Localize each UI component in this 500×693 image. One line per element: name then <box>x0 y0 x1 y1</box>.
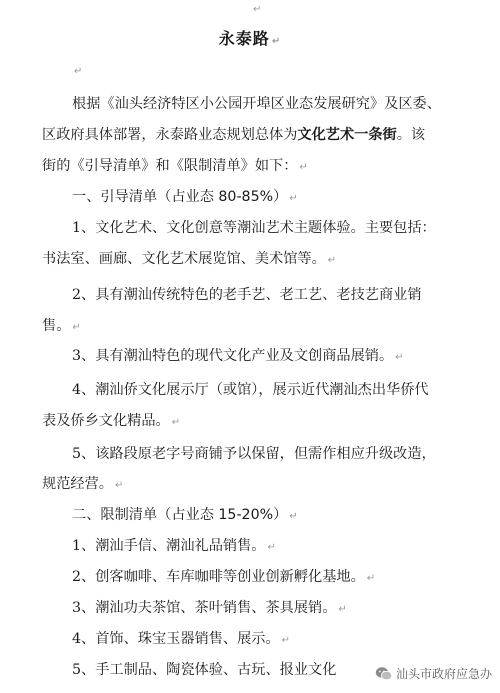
paragraph-mark: ↵ <box>366 573 376 584</box>
paragraph-mark: ↵ <box>267 542 276 553</box>
paragraph-mark: ↵ <box>271 36 282 47</box>
paragraph-mark: ↵ <box>281 635 291 646</box>
guide-item-text: 售。 <box>42 318 71 334</box>
limit-item-4 <box>72 629 290 651</box>
guide-item-text: 1、文化艺术、文化创意等潮汕艺术主题体验。主要包括： <box>72 220 436 236</box>
paragraph-mark: ↵ <box>289 511 298 522</box>
limit-item-text: 3、潮汕功夫茶馆、茶叶销售、茶具展销。 <box>72 600 337 616</box>
limit-item-1 <box>72 536 276 558</box>
watermark-text: 汕头市政府应急办 <box>395 667 492 681</box>
paragraph-mark: ↵ <box>338 604 347 615</box>
section-2-title: 二、限制清单（占业态 15-20%） <box>72 507 288 523</box>
limit-item-5 <box>72 660 336 680</box>
paragraph-mark: ↵ <box>327 255 337 266</box>
paragraph-mark: ↵ <box>114 480 124 491</box>
section-1-title: 一、引导清单（占业态 80-85%） <box>72 189 288 205</box>
paragraph-mark: ↵ <box>299 162 308 173</box>
guide-item-text: 2、具有潮汕传统特色的老手艺、老工艺、老技艺商业销 <box>72 287 422 303</box>
paragraph-mark: ↵ <box>74 66 83 77</box>
paragraph-mark: ↵ <box>253 4 262 15</box>
guide-item-text: 规范经营。 <box>42 476 113 492</box>
paragraph-mark: ↵ <box>72 322 81 333</box>
guide-item-4-line-1 <box>72 380 429 400</box>
guide-item-text: 3、具有潮汕特色的现代文化产业及文创商品展销。 <box>72 348 394 364</box>
guide-item-2-line-1 <box>72 285 422 305</box>
guide-item-3-line-1 <box>72 346 404 368</box>
limit-item-text: 5、手工制品、陶瓷体验、古玩、报业文化 <box>72 662 337 678</box>
intro-line-2 <box>42 125 425 145</box>
section-2-heading <box>72 505 298 527</box>
intro-text: 区政府具体部署，永泰路业态规划总体为 <box>42 127 298 143</box>
intro-text: 。该 <box>396 127 426 143</box>
guide-item-text: 5、该路段原老字号商铺予以保留，但需作相应升级改造， <box>72 446 436 462</box>
limit-item-text: 1、潮汕手信、潮汕礼品销售。 <box>72 538 266 554</box>
intro-line-3 <box>42 156 308 178</box>
guide-item-text: 4、潮汕侨文化展示厅（或馆），展示近代潮汕杰出华侨代 <box>72 382 429 398</box>
intro-text: 街的《引导清单》和《限制清单》如下： <box>42 158 298 174</box>
paragraph-mark: ↵ <box>289 193 298 204</box>
document-title-text: 永泰路 <box>218 29 270 48</box>
guide-item-text: 书法室、画廊、文化艺术展览馆、美术馆等。 <box>42 251 326 267</box>
guide-item-1-line-2 <box>42 249 336 271</box>
guide-item-4-line-2 <box>42 411 180 433</box>
guide-item-5-line-1 <box>72 444 436 464</box>
paragraph-mark: ↵ <box>171 417 181 428</box>
guide-item-text: 表及侨乡文化精品。 <box>42 413 170 429</box>
section-1-heading <box>72 187 298 209</box>
intro-text: 根据《汕头经济特区小公园开埠区业态发展研究》及区委、 <box>72 96 441 112</box>
guide-item-1-line-1 <box>72 218 436 238</box>
intro-line-1 <box>72 94 441 114</box>
limit-item-text: 4、首饰、珠宝玉器销售、展示。 <box>72 631 280 647</box>
guide-item-5-line-2 <box>42 474 123 496</box>
watermark <box>373 664 494 683</box>
limit-item-2 <box>72 567 375 589</box>
document-title <box>0 26 500 49</box>
intro-bold-text: 文化艺术一条街 <box>297 127 397 143</box>
paragraph-mark: ↵ <box>395 352 404 363</box>
limit-item-3 <box>72 598 347 620</box>
limit-item-text: 2、创客咖啡、车库咖啡等创业创新孵化基地。 <box>72 569 365 585</box>
guide-item-2-line-2 <box>42 316 81 338</box>
wechat-icon <box>375 666 393 682</box>
